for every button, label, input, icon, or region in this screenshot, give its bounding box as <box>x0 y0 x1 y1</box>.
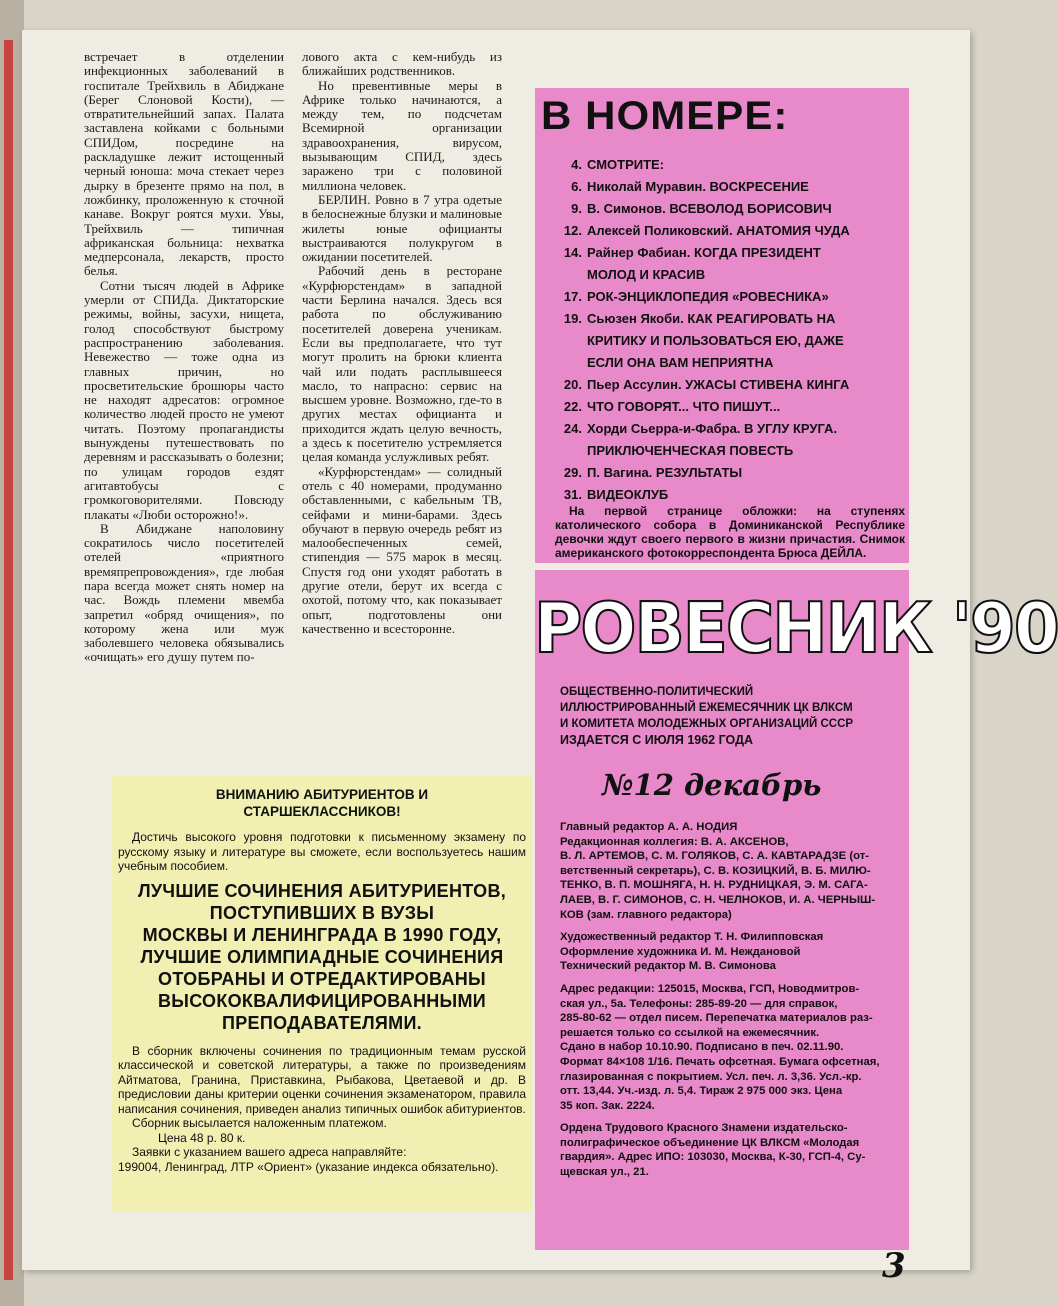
contents-box <box>535 88 909 563</box>
contents-item <box>555 462 905 484</box>
article-paragraph: Но превентивные меры в Африке только начинаются, а между тем, по подсчетам Всемирной организации здравоохранения, вирусом, вызывающим СПИД, здесь заражено три с половиной миллиона человек. <box>302 77 502 193</box>
contents-title: Пьер Ассулин. УЖАСЫ СТИВЕНА КИНГА <box>587 377 850 392</box>
contents-title: Хорди Сьерра-и-Фабра. В УГЛУ КРУГА. ПРИКЛЮЧЕНЧЕСКАЯ ПОВЕСТЬ <box>587 421 838 458</box>
contents-page-number: 31. <box>563 487 582 502</box>
publisher-line: ИЛЛЮСТРИРОВАННЫЙ ЕЖЕМЕСЯЧНИК ЦК ВЛКСМ <box>560 702 853 714</box>
editorial-address: Адрес редакции: 125015, Москва, ГСП, Новодмитров- ская ул., 5а. Телефоны: 285-89-20 — для справок, 285-80-62 — отдел писем. Перепечатка материалов раз- решается только со ссылкой на ежемесячник. Сдано в набор 10.10.90. Подписано в печ. 02.11.90. Формат 84×108 1/16. Печать офсетная. Бумага офсетная, глазированная с покрытием. Усл. печ. л. 3,36. Усл.-кр. отт. 13,44. Уч.-изд. л. 5,4. Тираж 2 975 000 экз. Цена 35 коп. Зак. 2224. <box>560 982 880 1112</box>
contents-page-number: 9. <box>571 201 582 216</box>
ad-paragraph: В сборник включены сочинения по традиционным темам русской классической и советской литературы, а также по произведениям Айтматова, Гранина, Приставкина, Рыбакова, Цветаевой и др. В предисловии даны критерии оценки сочинения экзаменатором, правила написания сочинения, приведен анализ типичных ошибок абитуриентов. <box>118 1043 526 1116</box>
ad-paragraph: Сборник высылается наложенным платежом. <box>132 1116 387 1130</box>
contents-title: П. Вагина. РЕЗУЛЬТАТЫ <box>587 465 743 480</box>
ad-intro: Достичь высокого уровня подготовки к письменному экзамену по русскому языку и литературе вы сможете, если воспользуетесь нашим учебным пособием. <box>118 830 526 873</box>
contents-item <box>555 286 905 308</box>
contents-title: СМОТРИТЕ: <box>587 157 665 172</box>
contents-title: Сьюзен Якоби. КАК РЕАГИРОВАТЬ НА КРИТИКУ И ПОЛЬЗОВАТЬСЯ ЕЮ, ДАЖЕ ЕСЛИ ОНА ВАМ НЕПРИЯТНА <box>587 311 844 370</box>
ad-address: 199004, Ленинград, ЛТР «Ориент» (указание индекса обязательно). <box>118 1159 499 1174</box>
ad-price: Цена 48 р. 80 к. <box>158 1130 246 1145</box>
contents-page-number: 6. <box>571 179 582 194</box>
contents-title: Райнер Фабиан. КОГДА ПРЕЗИДЕНТ МОЛОД И КРАСИВ <box>587 245 821 282</box>
founded-line: ИЗДАЕТСЯ С ИЮЛЯ 1962 ГОДА <box>560 733 754 747</box>
magazine-spine <box>0 0 24 1306</box>
contents-page-number: 19. <box>563 311 582 326</box>
spine-edge <box>4 40 13 1280</box>
advertisement-box <box>112 776 532 1212</box>
page-number: 3 <box>882 1246 906 1286</box>
contents-title: В. Симонов. ВСЕВОЛОД БОРИСОВИЧ <box>587 201 832 216</box>
cover-caption: На первой странице обложки: на ступенях католического собора в Доминиканской Республике девочки ждут своего первого в жизни причастия. Снимок американского фотокорреспондента Брюса ДЕЙЛА. <box>555 504 905 560</box>
editorial-board: Главный редактор А. А. НОДИЯ Редакционная коллегия: В. А. АКСЕНОВ, В. Л. АРТЕМОВ, С. М. ГОЛЯКОВ, С. А. КАВТАРАДЗЕ (от- ветственный секретарь), С. В. КОЗИЦКИЙ, В. Б. МИЛЮ- ТЕНКО, В. П. МОШНЯГА, Н. Н. РУДНИЦКАЯ, Э. М. САГА- ЛАЕВ, В. Г. СИМОНОВ, С. Н. ЧЕЛНОКОВ, И. А. ЧЕРНЫШ- КОВ (зам. главного редактора) <box>560 821 876 921</box>
contents-page-number: 29. <box>563 465 582 480</box>
contents-title: ЧТО ГОВОРЯТ... ЧТО ПИШУТ... <box>587 399 781 414</box>
contents-title: Алексей Поликовский. АНАТОМИЯ ЧУДА <box>587 223 850 238</box>
contents-page-number: 12. <box>563 223 582 238</box>
contents-page-number: 17. <box>563 289 582 304</box>
ad-paragraph: Заявки с указанием вашего адреса направляйте: <box>132 1145 407 1159</box>
article-paragraph: Сотни тысяч людей в Африке умерли от СПИДа. Диктаторские режимы, войны, засухи, нищета, голод способствуют быстрому распространению заболевания. Невежество — тоже одна из главных причин, но просветительские брошюры часто не находят адресатов: огромное количество людей просто не умеют читать. Поэтому пропагандисты вынуждены путешествовать по деревням и рассказывать о болезни; по улицам городов ездят агитавтобусы с громкоговорителями. Повсюду плакаты «Люби осторожно!». <box>84 277 284 522</box>
article-column-2 <box>302 50 502 636</box>
publisher-line: ОБЩЕСТВЕННО-ПОЛИТИЧЕСКИЙ <box>560 686 754 698</box>
article-column-1 <box>84 50 284 665</box>
contents-title: ВИДЕОКЛУБ <box>587 487 669 502</box>
ad-heading: ВНИМАНИЮ АБИТУРИЕНТОВ И СТАРШЕКЛАССНИКОВ! <box>215 787 429 819</box>
contents-page-number: 22. <box>563 399 582 414</box>
editorial-credits <box>560 820 900 1188</box>
contents-title: РОК-ЭНЦИКЛОПЕДИЯ «РОВЕСНИКА» <box>587 289 829 304</box>
contents-item <box>555 484 905 506</box>
contents-heading: В НОМЕРЕ: <box>541 94 789 138</box>
contents-page-number: 14. <box>563 245 582 260</box>
publisher-line: И КОМИТЕТА МОЛОДЕЖНЫХ ОРГАНИЗАЦИЙ СССР <box>560 718 854 730</box>
contents-title: Николай Муравин. ВОСКРЕСЕНИЕ <box>587 179 809 194</box>
contents-page-number: 4. <box>571 157 582 172</box>
contents-item <box>555 154 905 176</box>
contents-item <box>555 198 905 220</box>
contents-item <box>555 220 905 242</box>
contents-item <box>555 176 905 198</box>
publisher-info <box>560 684 900 748</box>
issue-number: №12 декабрь <box>602 768 822 802</box>
contents-item <box>555 418 905 462</box>
contents-page-number: 24. <box>563 421 582 436</box>
contents-page-number: 20. <box>563 377 582 392</box>
magazine-page <box>22 30 1058 1286</box>
article-paragraph: Рабочий день в ресторане «Курфюрстендам» в западной части Берлина начался. Здесь вся работа по обслуживанию посетителей доверена ученикам. Если вы предполагаете, что тут могут пролить на брюки клиента чай или подать расплывшееся масло, то напрасно: сервис на высшем уровне. Возможно, где-то в других местах официанта и приходится ждать целую вечность, а здесь к посетителю устремляется целая команда услужливых ребят. <box>302 263 502 465</box>
article-paragraph: «Курфюрстендам» — солидный отель с 40 номерами, продуманно обставленными, с кабельным ТВ, сейфами и мини-барами. Здесь обучают в первую очередь ребят из малообеспеченных семей, стипендия — 575 марок в месяц. Спустя год они уходят работать в другие отели, берут их всегда с охотой, потому что, как показывает опыт, подготовлены они качественно и всесторонне. <box>302 463 502 636</box>
printer-info: Ордена Трудового Красного Знамени издательско- полиграфическое объединение ЦК ВЛКСМ «Молодая гвардия». Адрес ИПО: 103030, Москва, К-30, ГСП-4, Су- щевская ул., 21. <box>560 1122 866 1179</box>
contents-item <box>555 242 905 286</box>
ad-book-title: ЛУЧШИЕ СОЧИНЕНИЯ АБИТУРИЕНТОВ, ПОСТУПИВШИХ В ВУЗЫ МОСКВЫ И ЛЕНИНГРАДА В 1990 ГОДУ, ЛУЧШИЕ ОЛИМПИАДНЫЕ СОЧИНЕНИЯ ОТОБРАНЫ И ОТРЕДАКТИРОВАНЫ ВЫСОКОКВАЛИФИЦИРОВАННЫМИ ПРЕПОДАВАТЕЛЯМИ. <box>137 880 507 1033</box>
art-editors: Художественный редактор Т. Н. Филипповская Оформление художника И. М. Неждановой Технический редактор М. В. Симонова <box>560 931 824 973</box>
contents-list <box>555 154 905 506</box>
magazine-title: РОВЕСНИК '90 <box>534 588 1058 669</box>
ad-body <box>118 1044 526 1175</box>
article-paragraph: В Абиджане наполовину сократилось число посетителей отелей «приятного времяпрепровождения», где любая пара всегда может снять номер на час. Вождь племени мвемба запретил «обряд очищения», по которому жена или муж заболевшего человека обязывались «очищать» его душу путем по- <box>84 520 284 665</box>
article-paragraph: встречает в отделении инфекционных заболеваний в госпитале Трейхвиль в Абиджане (Берег Слоновой Кости), — отвратительнейший запах. Палата заставлена койками с больными СПИДом, посредине на раскладушке лежит истощенный черный юноша: моча стекает через дырку в брезенте прямо на пол, в ложбинку, проложенную к сточной канаве. Вокруг роятся мухи. Увы, Трейхвиль — типичная африканская больница: нехватка медперсонала, лекарств, просто белья. <box>84 49 284 279</box>
article-paragraph: БЕРЛИН. Ровно в 7 утра одетые в белоснежные блузки и малиновые жилеты юные официанты выстраиваются полукругом в ожидании посетителей. <box>302 191 502 265</box>
article-paragraph: лового акта с кем-нибудь из ближайших родственников. <box>302 49 502 79</box>
contents-item <box>555 374 905 396</box>
contents-item <box>555 396 905 418</box>
contents-item <box>555 308 905 374</box>
